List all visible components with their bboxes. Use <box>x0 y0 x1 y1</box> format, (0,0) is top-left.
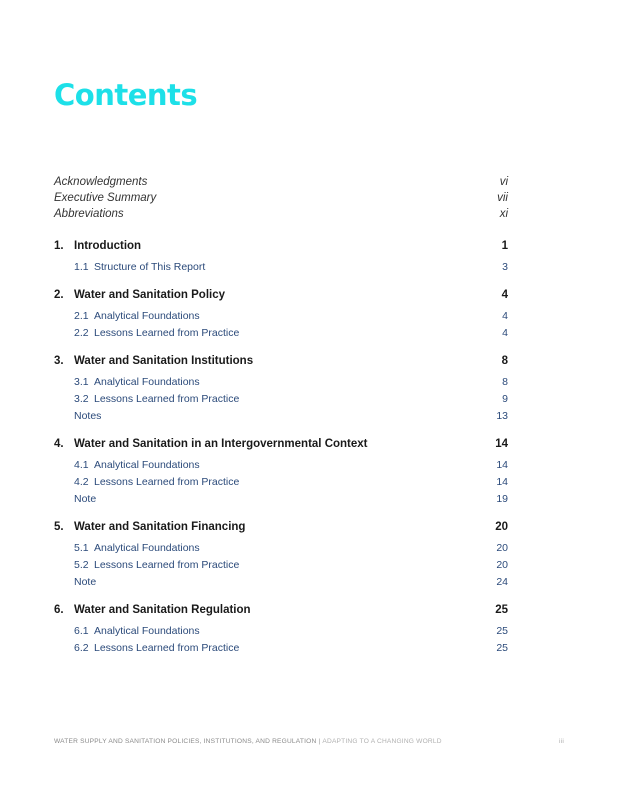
toc-section-label: Analytical Foundations <box>94 625 200 637</box>
toc-section-entry[interactable] <box>74 625 508 641</box>
toc-section-number: 2.2 <box>74 327 89 339</box>
toc-chapter-entry[interactable] <box>54 240 508 256</box>
toc-section-label: Analytical Foundations <box>94 542 200 554</box>
toc-section-number: 5.1 <box>74 542 89 554</box>
toc-section-heading <box>74 410 101 422</box>
toc-section-page: 14 <box>496 476 508 488</box>
footer-separator: | <box>318 738 321 745</box>
toc-section-heading <box>74 493 96 505</box>
toc-section-label: Lessons Learned from Practice <box>94 642 240 654</box>
toc-chapter-entry[interactable] <box>54 521 508 537</box>
page-title: Contents <box>54 78 198 112</box>
toc-chapter-entry[interactable] <box>54 438 508 454</box>
toc-chapter-entry[interactable] <box>54 355 508 371</box>
toc-section-page: 19 <box>496 493 508 505</box>
toc-chapter-page: 4 <box>501 289 508 301</box>
toc-front-entry[interactable] <box>54 208 508 224</box>
toc-chapter-title: Water and Sanitation Regulation <box>74 604 251 616</box>
toc-section-label: Note <box>74 493 97 505</box>
footer-page-number: iii <box>559 738 564 745</box>
toc-section-number: 3.1 <box>74 376 89 388</box>
toc-section-label: Analytical Foundations <box>94 310 200 322</box>
toc-chapter-heading <box>54 355 253 367</box>
toc-section-heading <box>74 310 200 322</box>
toc-section-entry[interactable] <box>74 393 508 409</box>
toc-section-entry[interactable] <box>74 410 508 426</box>
toc-section-page: 4 <box>502 327 508 339</box>
page-footer <box>54 738 564 745</box>
toc-section-heading <box>74 459 200 471</box>
toc-section-label: Lessons Learned from Practice <box>94 327 240 339</box>
toc-chapter-number: 4. <box>54 438 64 450</box>
toc-section-number: 5.2 <box>74 559 89 571</box>
toc-chapter-page: 14 <box>495 438 508 450</box>
toc-section-number: 1.1 <box>74 261 89 273</box>
toc-section-entry[interactable] <box>74 261 508 277</box>
toc-section-page: 24 <box>496 576 508 588</box>
toc-section-page: 25 <box>496 625 508 637</box>
toc-section-entry[interactable] <box>74 476 508 492</box>
toc-chapter-title: Water and Sanitation Institutions <box>74 355 254 367</box>
toc-chapter-page: 20 <box>495 521 508 533</box>
toc-chapter-heading <box>54 521 245 533</box>
toc-section-heading <box>74 542 200 554</box>
toc-chapter-page: 25 <box>495 604 508 616</box>
toc-chapter-title: Introduction <box>74 240 142 252</box>
toc-section-entry[interactable] <box>74 559 508 575</box>
toc-section-entry[interactable] <box>74 459 508 475</box>
toc-section-page: 25 <box>496 642 508 654</box>
toc-section-label: Structure of This Report <box>94 261 206 273</box>
toc-section-page: 20 <box>496 542 508 554</box>
footer-book-title: WATER SUPPLY AND SANITATION POLICIES, INSTITUTIONS, AND REGULATION <box>54 738 317 745</box>
toc-chapter-heading <box>54 438 368 450</box>
toc-section-label: Lessons Learned from Practice <box>94 393 240 405</box>
toc-chapter-title: Water and Sanitation Policy <box>74 289 226 301</box>
toc-chapter-number: 3. <box>54 355 64 367</box>
toc-chapter-title: Water and Sanitation Financing <box>74 521 246 533</box>
toc-section-label: Notes <box>74 410 102 422</box>
toc-section-entry[interactable] <box>74 327 508 343</box>
toc-front-entry[interactable] <box>54 176 508 192</box>
footer-running-title <box>54 738 442 745</box>
toc-section-page: 9 <box>502 393 508 405</box>
toc-section-heading <box>74 376 200 388</box>
toc-section-entry[interactable] <box>74 493 508 509</box>
toc-chapter-entry[interactable] <box>54 604 508 620</box>
toc-entry-page: vi <box>499 176 508 188</box>
toc-section-entry[interactable] <box>74 310 508 326</box>
toc-section-heading <box>74 642 239 654</box>
toc-section-number: 6.2 <box>74 642 89 654</box>
toc-section-label: Analytical Foundations <box>94 376 200 388</box>
toc-section-page: 8 <box>502 376 508 388</box>
toc-section-heading <box>74 327 239 339</box>
toc-section-page: 13 <box>496 410 508 422</box>
toc-section-page: 3 <box>502 261 508 273</box>
toc-entry-page: vii <box>497 192 508 204</box>
toc-front-entry[interactable] <box>54 192 508 208</box>
toc-section-page: 20 <box>496 559 508 571</box>
toc-chapter-number: 2. <box>54 289 64 301</box>
toc-section-label: Lessons Learned from Practice <box>94 476 240 488</box>
toc-chapter-heading <box>54 289 225 301</box>
toc-section-entry[interactable] <box>74 642 508 658</box>
toc-section-heading <box>74 476 239 488</box>
toc-chapter-heading <box>54 240 141 252</box>
toc-chapter-number: 5. <box>54 521 64 533</box>
toc-chapter-heading <box>54 604 251 616</box>
toc-entry-label: Acknowledgments <box>54 176 148 188</box>
toc-section-heading <box>74 559 239 571</box>
toc-chapter-title: Water and Sanitation in an Intergovernmental Context <box>74 438 368 450</box>
toc-section-heading <box>74 625 200 637</box>
toc-section-heading <box>74 393 239 405</box>
toc-chapter-page: 8 <box>501 355 508 367</box>
toc-chapter-number: 1. <box>54 240 64 252</box>
toc-section-page: 14 <box>496 459 508 471</box>
toc-section-label: Note <box>74 576 97 588</box>
toc-chapter-number: 6. <box>54 604 64 616</box>
toc-section-entry[interactable] <box>74 576 508 592</box>
toc-chapter-entry[interactable] <box>54 289 508 305</box>
toc-entry-label: Executive Summary <box>54 192 157 204</box>
toc-section-number: 2.1 <box>74 310 89 322</box>
toc-entry-label: Abbreviations <box>54 208 124 220</box>
toc-section-label: Analytical Foundations <box>94 459 200 471</box>
toc-section-label: Lessons Learned from Practice <box>94 559 240 571</box>
toc-entry-page: xi <box>499 208 508 220</box>
footer-series: ADAPTING TO A CHANGING WORLD <box>322 738 442 745</box>
toc-section-number: 4.1 <box>74 459 89 471</box>
toc-section-heading <box>74 576 96 588</box>
toc-section-entry[interactable] <box>74 542 508 558</box>
toc-section-heading <box>74 261 205 273</box>
toc-section-number: 6.1 <box>74 625 89 637</box>
toc-section-entry[interactable] <box>74 376 508 392</box>
toc-chapter-page: 1 <box>501 240 508 252</box>
toc-section-page: 4 <box>502 310 508 322</box>
toc-section-number: 4.2 <box>74 476 89 488</box>
toc-section-number: 3.2 <box>74 393 89 405</box>
